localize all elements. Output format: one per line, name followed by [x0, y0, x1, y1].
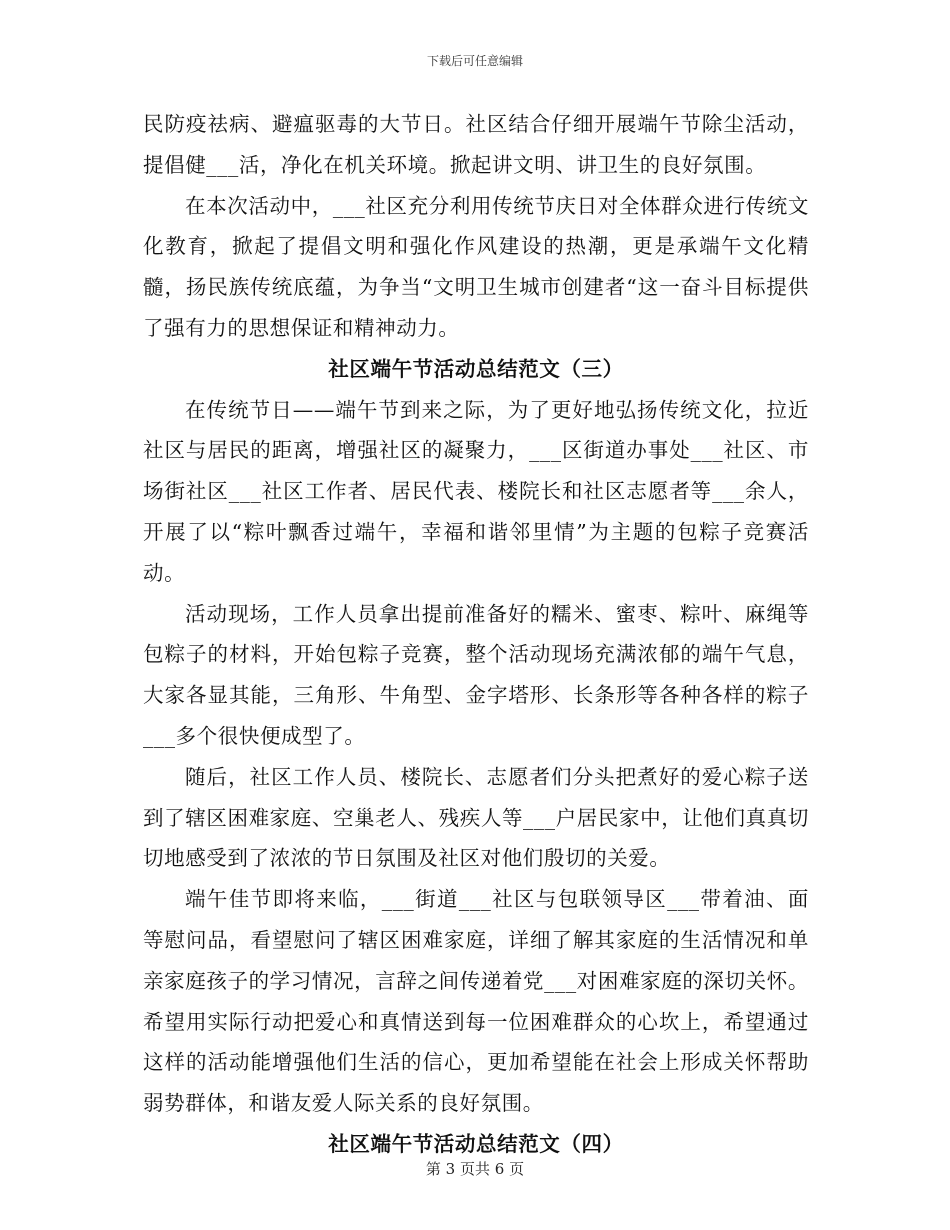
section-title: 社区端午节活动总结范文（四）: [328, 1131, 624, 1156]
paragraph: 活动现场，工作人员拿出提前准备好的糯米、蜜枣、粽叶、麻绳等包粽子的材料，开始包粽子竞赛，整个活动现场充满浓郁的端午气息，大家各显其能，三角形、牛角型、金字塔形、长条形等各种各样的粽子___多个很快便成型了。: [143, 601, 809, 748]
document-body: [143, 104, 809, 1165]
section-title: 社区端午节活动总结范文（三）: [328, 356, 624, 381]
paragraph: 在本次活动中，___社区充分利用传统节庆日对全体群众进行传统文化教育，掀起了提倡文明和强化作风建设的热潮，更是承端午文化精髓，扬民族传统底蕴，为争当“文明卫生城市创建者“这一奋斗目标提供了强有力的思想保证和精神动力。: [143, 193, 809, 340]
paragraph: 随后，社区工作人员、楼院长、志愿者们分头把煮好的爱心粽子送到了辖区困难家庭、空巢老人、残疾人等___户居民家中，让他们真真切切地感受到了浓浓的节日氛围及社区对他们殷切的关爱。: [143, 764, 809, 871]
page-header-note: 下载后可任意编辑: [426, 54, 523, 68]
paragraph: 端午佳节即将来临，___街道___社区与包联领导区___带着油、面等慰问品，看望慰问了辖区困难家庭，详细了解其家庭的生活情况和单亲家庭孩子的学习情况，言辞之间传递着党___对困难家庭的深切关怀。希望用实际行动把爱心和真情送到每一位困难群众的心坎上，希望通过这样的活动能增强他们生活的信心，更加希望能在社会上形成关怀帮助弱势群体，和谐友爱人际关系的良好氛围。: [143, 887, 809, 1116]
page-number: 第 3 页共 6 页: [425, 1160, 525, 1178]
paragraph: 民防疫祛病、避瘟驱毒的大节日。社区结合仔细开展端午节除尘活动，提倡健___活，净化在机关环境。掀起讲文明、讲卫生的良好氛围。: [143, 112, 809, 177]
paragraph: 在传统节日——端午节到来之际，为了更好地弘扬传统文化，拉近社区与居民的距离，增强社区的凝聚力，___区街道办事处___社区、市场街社区___社区工作者、居民代表、楼院长和社区志愿者等___余人，开展了以“粽叶飘香过端午，幸福和谐邻里情”为主题的包粽子竞赛活动。: [143, 397, 809, 585]
